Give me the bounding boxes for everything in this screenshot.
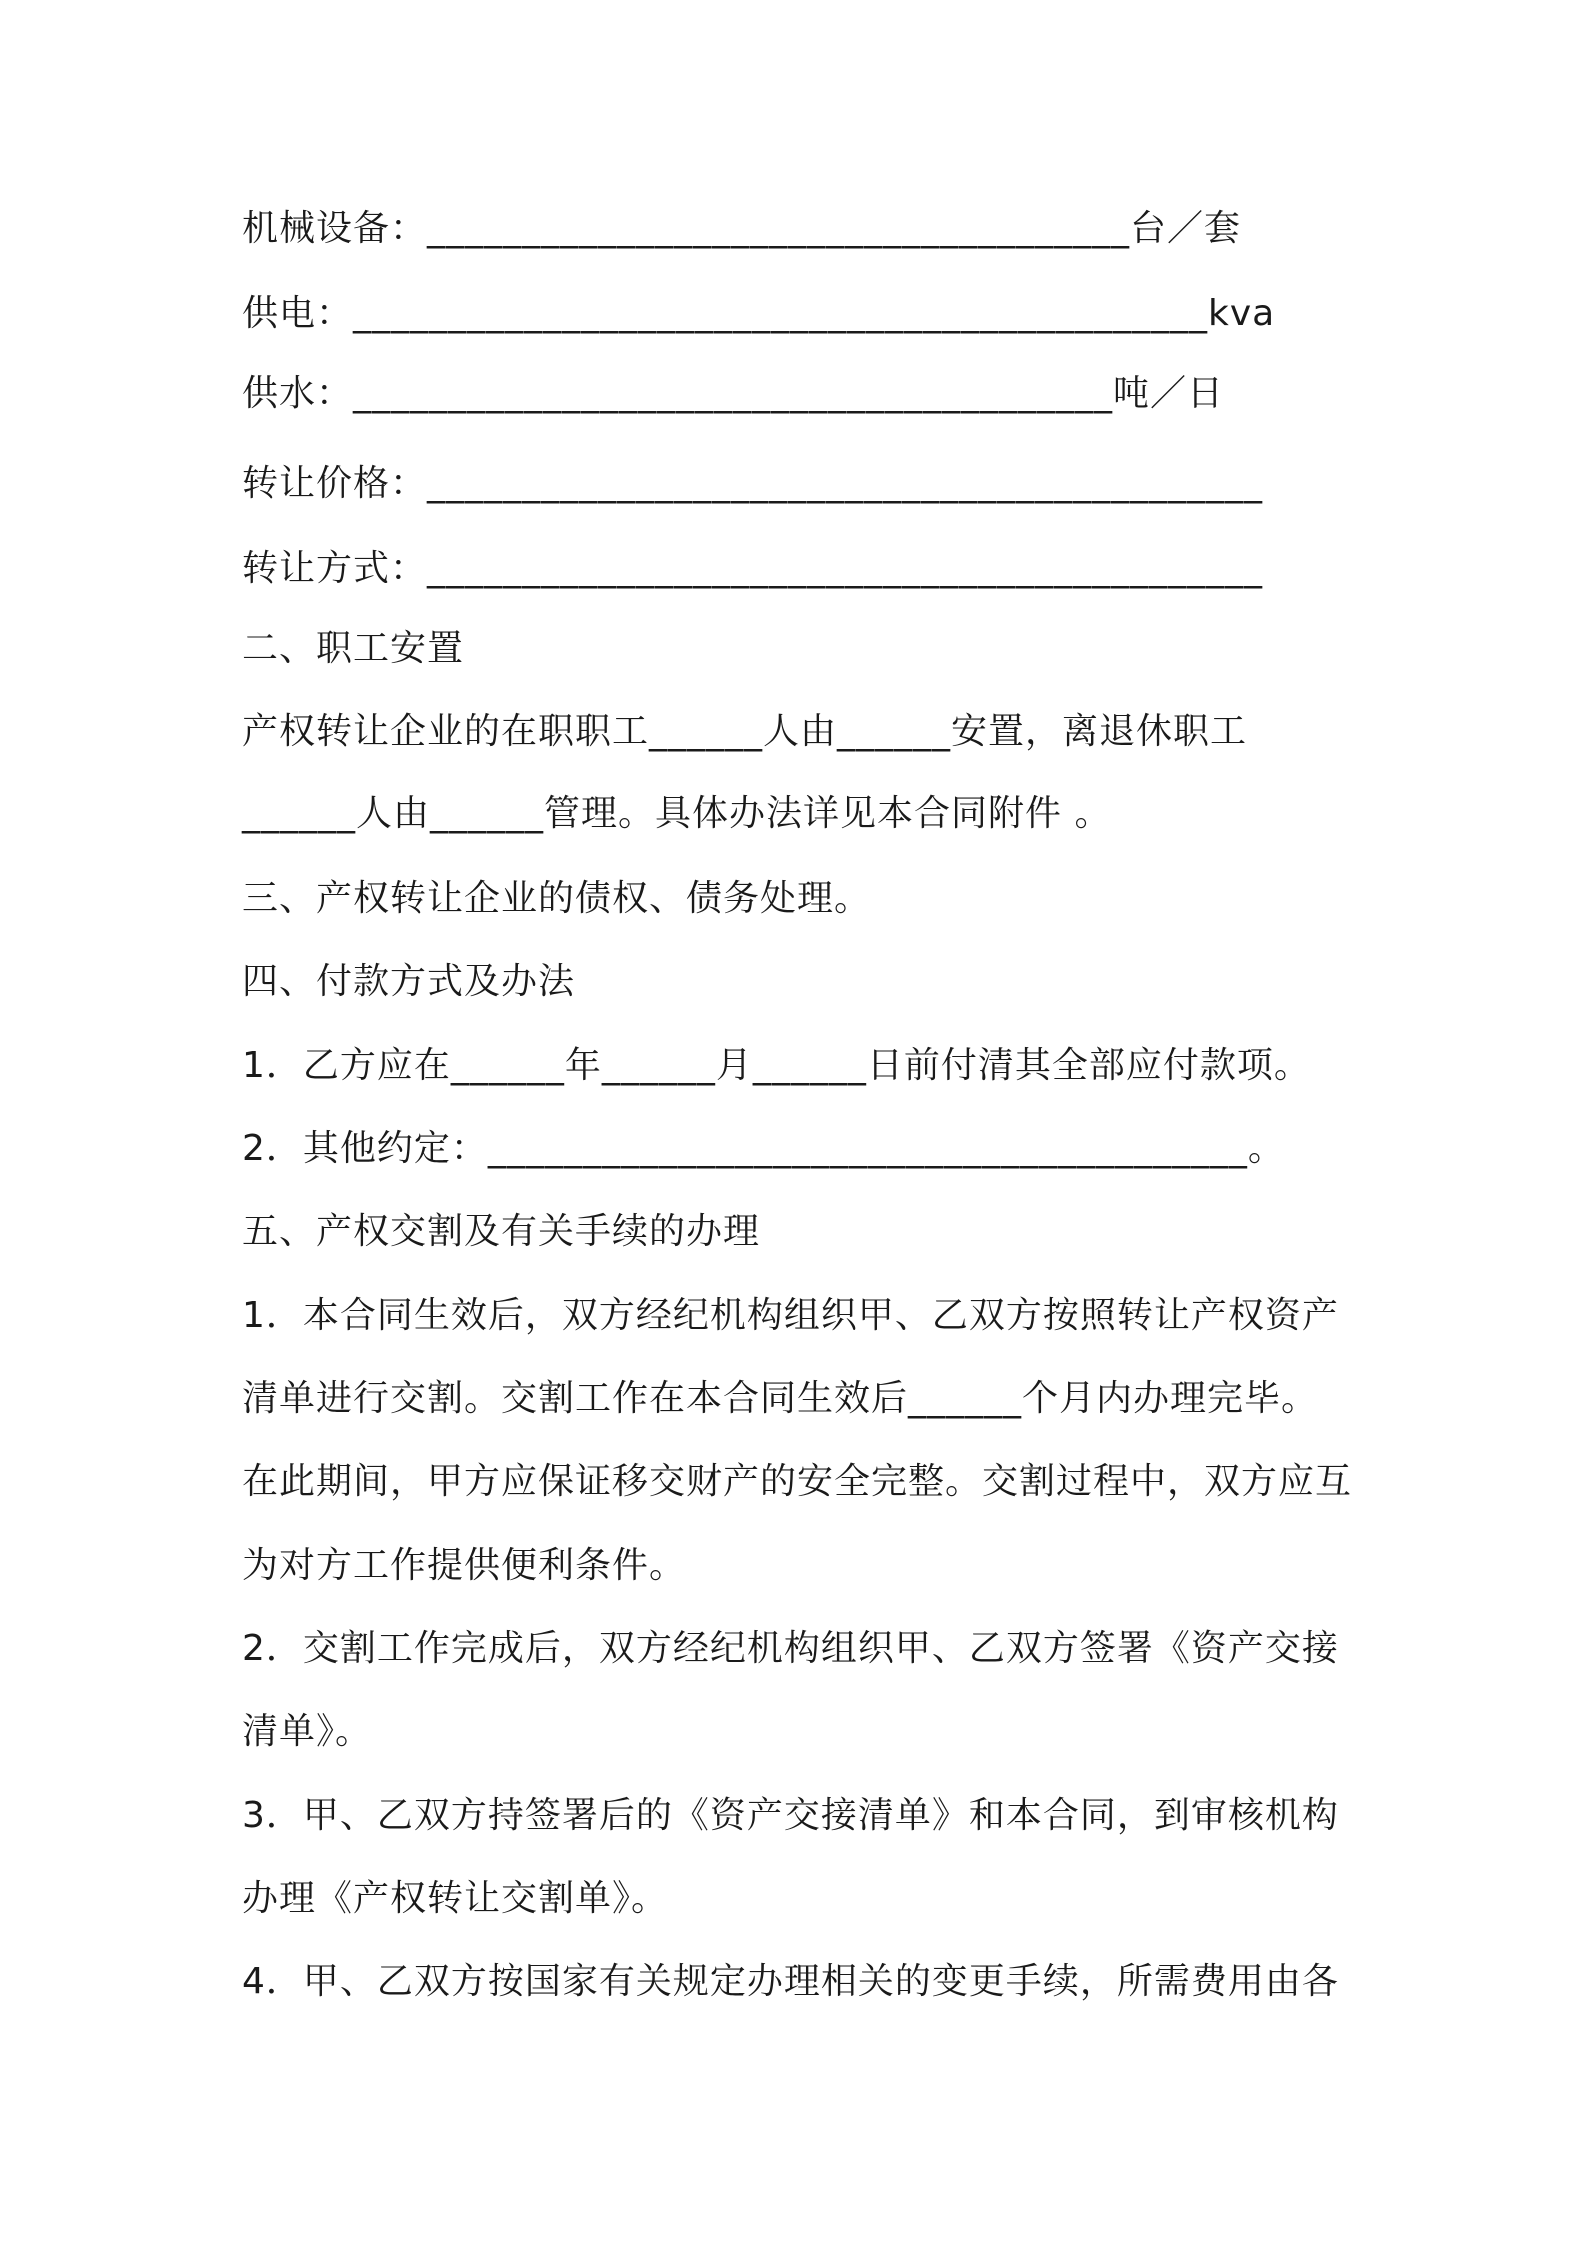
- section-heading-handover: 五、产权交割及有关手续的办理: [242, 1211, 761, 1252]
- equipment-line: 机械设备：_____________________________________台／套: [242, 208, 1242, 249]
- paragraph-line: 清单》。: [242, 1711, 373, 1752]
- paragraph-line: 2．交割工作完成后，双方经纪机构组织甲、乙双方签署《资产交接: [242, 1628, 1339, 1669]
- section-heading-payment: 四、付款方式及办法: [242, 961, 576, 1002]
- water-supply-line: 供水：________________________________________吨／日: [242, 373, 1225, 414]
- paragraph-line: ______人由______管理。具体办法详见本合同附件 。: [242, 793, 1112, 834]
- paragraph-line: 1．本合同生效后，双方经纪机构组织甲、乙双方按照转让产权资产: [242, 1295, 1339, 1336]
- paragraph-line: 在此期间，甲方应保证移交财产的安全完整。交割过程中，双方应互: [242, 1461, 1353, 1502]
- paragraph-line: 2．其他约定：________________________________________。: [242, 1128, 1285, 1169]
- paragraph-line: 1．乙方应在______年______月______日前付清其全部应付款项。: [242, 1045, 1311, 1086]
- paragraph-line: 产权转让企业的在职职工______人由______安置，离退休职工: [242, 711, 1248, 752]
- paragraph-line: 清单进行交割。交割工作在本合同生效后______个月内办理完毕。: [242, 1378, 1319, 1419]
- power-supply-line: 供电：_____________________________________________kva: [242, 293, 1276, 334]
- transfer-method-line: 转让方式：____________________________________________: [242, 548, 1264, 589]
- transfer-price-line: 转让价格：____________________________________________: [242, 463, 1264, 504]
- paragraph-line: 为对方工作提供便利条件。: [242, 1545, 687, 1586]
- section-heading-debts: 三、产权转让企业的债权、债务处理。: [242, 878, 872, 919]
- paragraph-line: 办理《产权转让交割单》。: [242, 1878, 669, 1919]
- paragraph-line: 3．甲、乙双方持签署后的《资产交接清单》和本合同，到审核机构: [242, 1795, 1339, 1836]
- paragraph-line: 4．甲、乙双方按国家有关规定办理相关的变更手续，所需费用由各: [242, 1961, 1339, 2002]
- section-heading-staff: 二、职工安置: [242, 628, 465, 669]
